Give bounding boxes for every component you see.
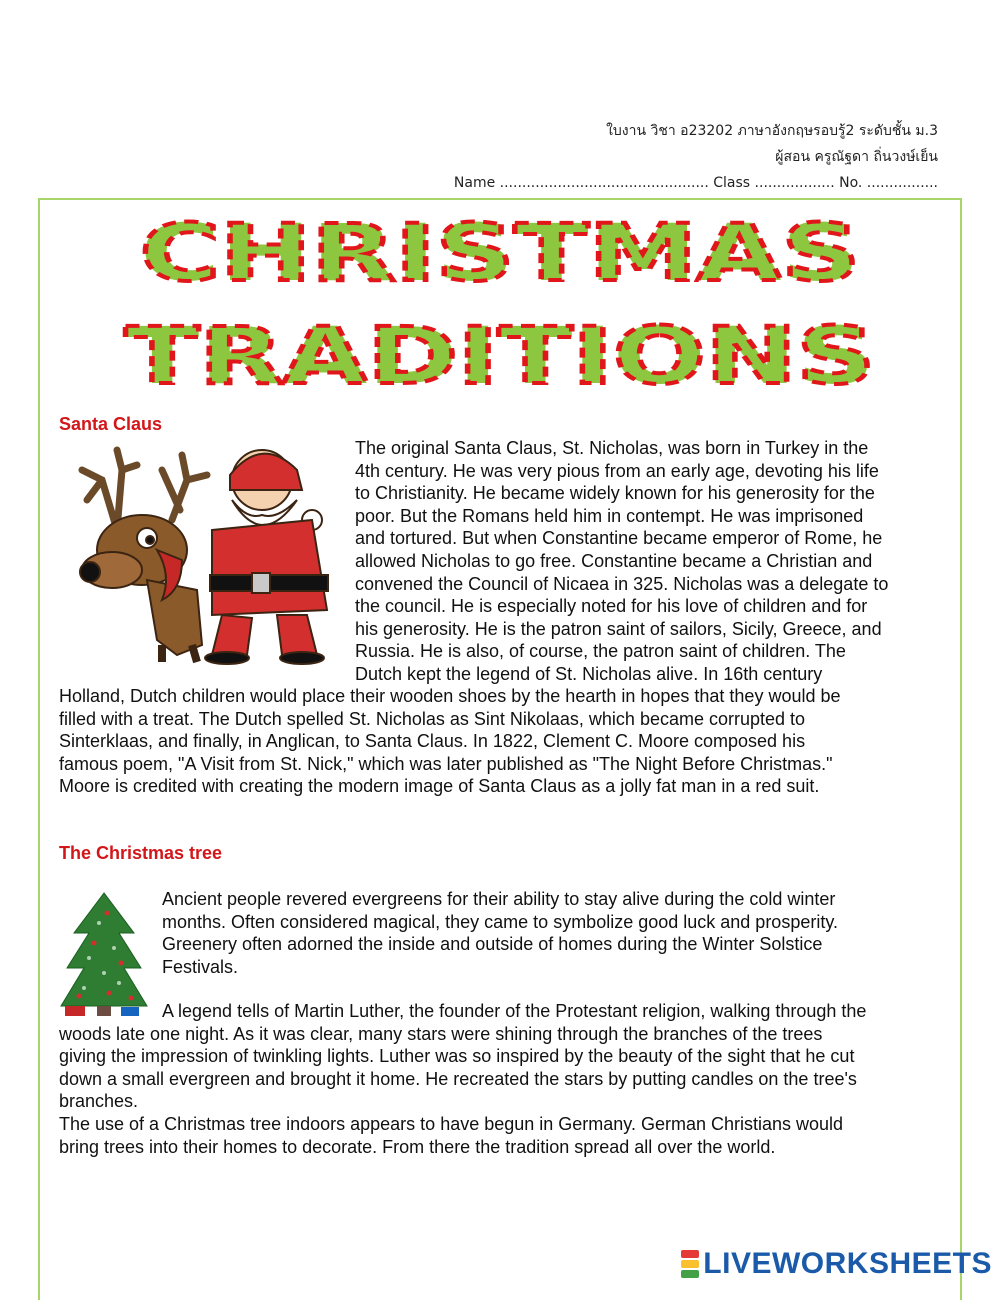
text-line: months. Often considered magical, they came to symbolize good luck and prosperity. [162, 911, 839, 932]
text-line: Greenery often adorned the inside and outside of homes during the Winter Solstice [162, 934, 823, 955]
santa-text-wrapped [355, 437, 945, 686]
title-line-2: TRADITIONS [125, 312, 875, 395]
christmas-tree-image [59, 888, 149, 1018]
title-line-1: CHRISTMAS [140, 209, 860, 299]
text-line: Holland, Dutch children would place their wooden shoes by the hearth in hopes that they would be [59, 686, 841, 706]
teacher-line: ผู้สอน ครูณัฐดา ถิ่นวงษ์เย็น [775, 149, 938, 165]
worksheet-header [454, 118, 938, 196]
tree-text-full [59, 1000, 949, 1158]
text-line: convened the Council of Nicaea in 325. Nicholas was a delegate to [355, 573, 889, 594]
text-line: The use of a Christmas tree indoors appears to have begun in Germany. German Christians would [59, 1113, 844, 1134]
subject-line: ใบงาน วิชา อ23202 ภาษาอังกฤษรอบรู้2 ระดับชั้น ม.3 [606, 123, 938, 139]
santa-heading: Santa Claus [59, 414, 163, 434]
santa-reindeer-image [62, 440, 332, 665]
text-line: and tortured. But when Constantine became emperor of Rome, he [355, 528, 883, 549]
tree-heading: The Christmas tree [59, 843, 223, 863]
text-line: Ancient people revered evergreens for their ability to stay alive during the cold winter [162, 889, 836, 909]
text-line: Festivals. [162, 956, 239, 977]
text-line: 4th century. He was very pious from an early age, devoting his life [355, 460, 879, 481]
name-class-field[interactable]: Name ............................................... Class .................. No. ................ [453, 175, 938, 191]
text-line: bring trees into their homes to decorate. From there the tradition spread all over the world. [59, 1136, 776, 1157]
text-line: A legend tells of Martin Luther, the founder of the Protestant religion, walking through the [162, 1001, 867, 1021]
text-line: filled with a treat. The Dutch spelled St. Nicholas as Sint Nikolaas, which became corrupted to [59, 708, 806, 729]
tree-text-wrapped [162, 888, 952, 978]
text-line: Russia. He is also, of course, the patron saint of children. The [355, 641, 846, 662]
logo-mark-icon [681, 1250, 699, 1278]
santa-text-full [59, 685, 949, 798]
text-line: famous poem, "A Visit from St. Nick," which was later published as "The Night Before Christmas." [59, 753, 833, 774]
text-line: poor. But the Romans held him in contempt. He was imprisoned [355, 505, 864, 526]
logo-text: LIVEWORKSHEETS [703, 1247, 992, 1280]
text-line: Dutch kept the legend of St. Nicholas alive. In 16th century [355, 663, 823, 684]
text-line: woods late one night. As it was clear, many stars were shining through the branches of the trees [59, 1023, 823, 1044]
text-line: The original Santa Claus, St. Nicholas, was born in Turkey in the [355, 438, 869, 458]
text-line: to Christianity. He became widely known for his generosity for the [355, 483, 875, 504]
liveworksheets-logo[interactable] [681, 1247, 992, 1281]
text-line: down a small evergreen and brought it home. He recreated the stars by putting candles on the tree's [59, 1068, 857, 1089]
text-line: the council. He is especially noted for his love of children and for [355, 596, 868, 617]
text-line: Moore is credited with creating the modern image of Santa Claus as a jolly fat man in a red suit. [59, 776, 820, 797]
text-line: his generosity. He is the patron saint of sailors, Sicily, Greece, and [355, 618, 882, 639]
text-line: allowed Nicholas to go free. Constantine became a Christian and [355, 550, 873, 571]
text-line: giving the impression of twinkling lights. Luther was so inspired by the beauty of the sight that he cut [59, 1046, 855, 1067]
text-line: branches. [59, 1091, 139, 1112]
text-line: Sinterklaas, and finally, in Anglican, to Santa Claus. In 1822, Clement C. Moore composed his [59, 731, 806, 752]
title-banner [90, 205, 910, 395]
